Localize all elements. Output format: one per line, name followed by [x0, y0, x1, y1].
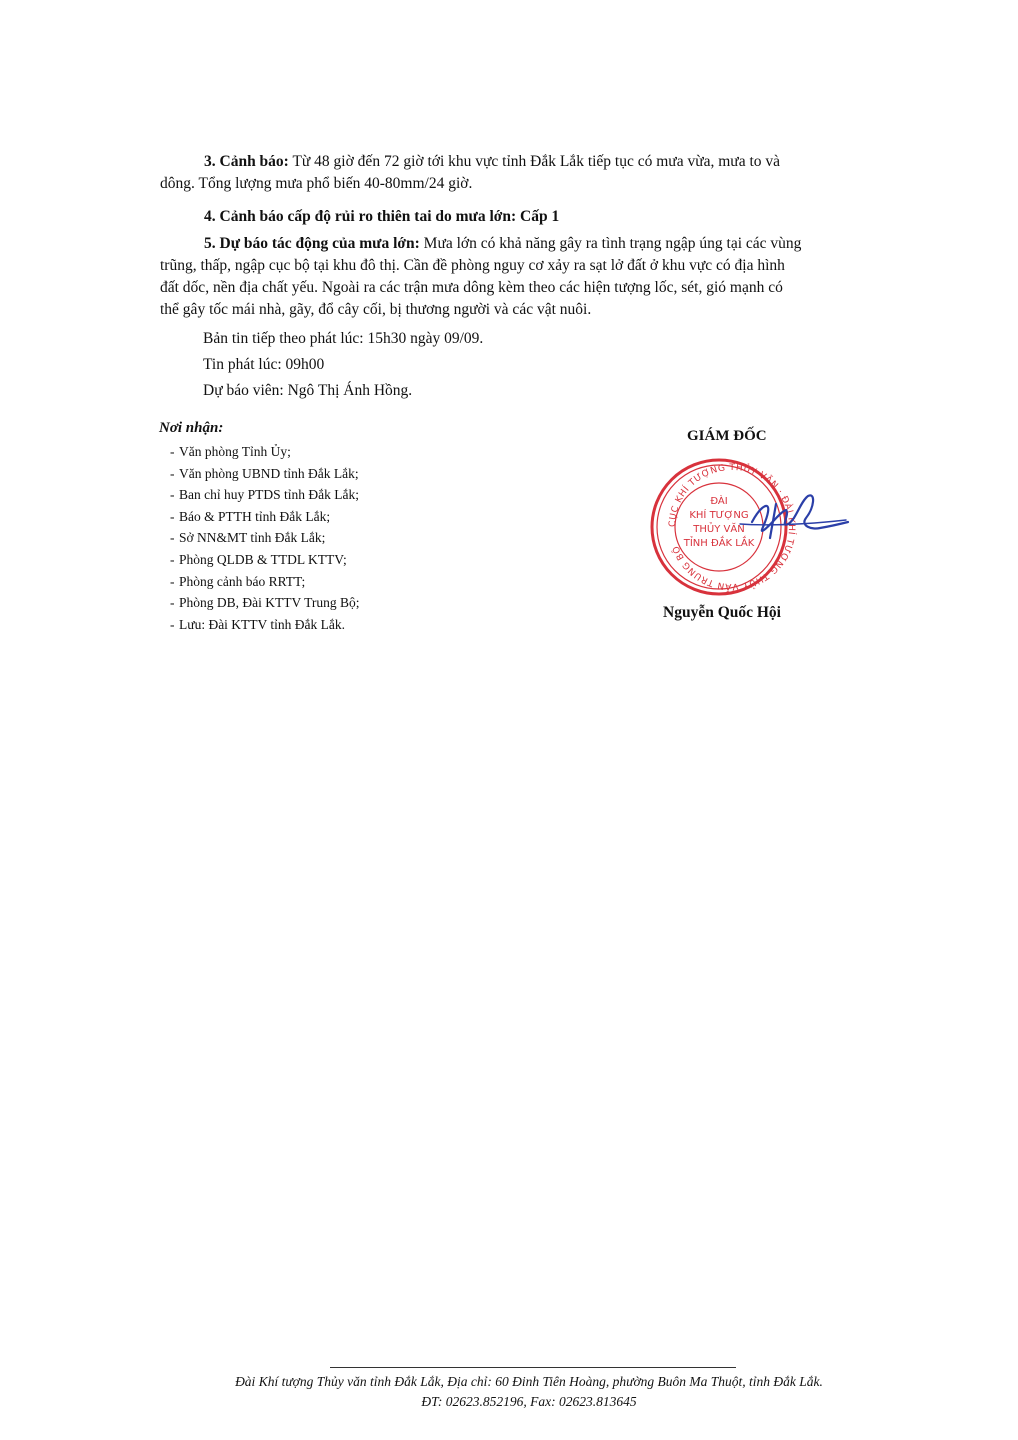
impact-text-line4: thể gây tốc mái nhà, gãy, đổ cây cối, bị thương người và các vật nuôi.	[160, 301, 592, 318]
stamp-seal	[652, 460, 798, 594]
recipients-title: Nơi nhận:	[159, 420, 224, 436]
warning-paragraph	[160, 151, 878, 195]
recipient-item: - Văn phòng Tỉnh Ủy;	[170, 444, 291, 459]
issued-at-text: Tin phát lúc: 09h00	[203, 356, 325, 373]
recipient-item: - Phòng QLDB & TTDL KTTV;	[170, 551, 347, 567]
footer-contact: ĐT: 02623.852196, Fax: 02623.813645	[421, 1394, 637, 1409]
recipient-item: - Sở NN&MT tỉnh Đắk Lắk;	[170, 530, 326, 546]
signer-name: Nguyễn Quốc Hội	[663, 604, 781, 621]
recipients-list	[159, 441, 519, 635]
risk-level-paragraph	[160, 206, 878, 228]
signer-title: GIÁM ĐỐC	[687, 428, 767, 444]
impact-label: 5. Dự báo tác động của mưa lớn:	[204, 235, 420, 252]
stamp-ring-text: CỤC KHÍ TƯỢNG THỦY VĂN · ĐÀI KHÍ TƯỢNG THỦY VĂN TRUNG BỘ	[667, 463, 797, 592]
recipient-item: - Phòng DB, Đài KTTV Trung Bộ;	[170, 595, 360, 611]
warning-label: 3. Cảnh báo:	[204, 153, 289, 170]
recipients-block	[159, 420, 519, 635]
recipient-item: - Lưu: Đài KTTV tỉnh Đắk Lắk.	[170, 616, 346, 632]
footer-address: Đài Khí tượng Thủy văn tỉnh Đắk Lắk, Địa chỉ: 60 Đinh Tiên Hoàng, phường Buôn Ma Thuột, tỉnh Đắk Lắk.	[235, 1374, 823, 1389]
recipient-item: - Văn phòng UBND tỉnh Đắk Lắk;	[170, 465, 359, 481]
stamp-center-line4: TỈNH ĐẮK LẮK	[683, 538, 755, 549]
impact-text-line2: trũng, thấp, ngập cục bộ tại khu đô thị. Cần đề phòng nguy cơ xảy ra sạt lở đất ở khu vực có địa hình	[160, 257, 785, 274]
warning-text-line2: dông. Tổng lượng mưa phổ biến 40-80mm/24 giờ.	[160, 175, 473, 192]
impact-text-line3: đất dốc, nền địa chất yếu. Ngoài ra các trận mưa dông kèm theo các hiện tượng lốc, sét, gió mạnh có	[160, 279, 783, 296]
handwritten-signature	[740, 495, 848, 538]
stamp-center-line3: THỦY VĂN	[693, 524, 745, 535]
recipient-item: - Ban chỉ huy PTDS tỉnh Đắk Lắk;	[170, 487, 359, 503]
next-issue-text: Bản tin tiếp theo phát lúc: 15h30 ngày 09/09.	[203, 330, 484, 347]
recipient-item: - Báo & PTTH tỉnh Đắk Lắk;	[170, 508, 331, 524]
stamp-center-line1: ĐÀI	[710, 496, 728, 507]
forecaster-text: Dự báo viên: Ngô Thị Ánh Hồng.	[203, 382, 413, 399]
stamp-center-line2: KHÍ TƯỢNG	[689, 510, 749, 521]
recipient-item: - Phòng cảnh báo RRTT;	[170, 573, 306, 589]
impact-text-line1: Mưa lớn có khả năng gây ra tình trạng ngập úng tại các vùng	[419, 235, 802, 252]
risk-level-text: 4. Cảnh báo cấp độ rủi ro thiên tai do mưa lớn: Cấp 1	[204, 208, 560, 225]
footer-divider	[330, 1367, 736, 1368]
warning-text-line1: Từ 48 giờ đến 72 giờ tới khu vực tỉnh Đắk Lắk tiếp tục có mưa vừa, mưa to và	[288, 153, 781, 170]
impact-paragraph	[160, 233, 878, 321]
official-stamp	[640, 452, 860, 602]
